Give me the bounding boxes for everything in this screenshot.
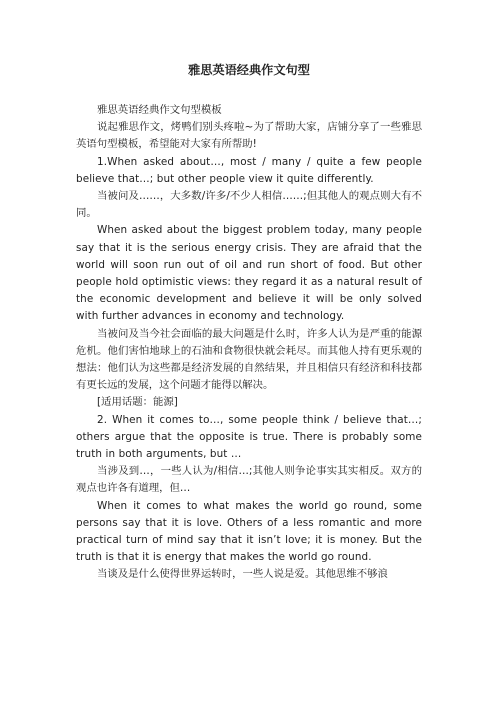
paragraph: 说起雅思作文，烤鸭们别头疼啦~为了帮助大家，店铺分享了一些雅思英语句型模板，希望能对大家有所帮助!: [76, 121, 422, 151]
paragraph: 1.When asked about…, most / many / quite a few people believe that…; but other people view it quite differently.: [76, 155, 422, 185]
paragraph: [适用话题：能源]: [97, 396, 178, 409]
paragraph: 当谈及是什么使得世界运转时，一些人说是爱。其他思维不够浪: [97, 568, 388, 581]
paragraph: 当被问及……，大多数/许多/不少人相信……;但其他人的观点则大有不同。: [76, 190, 422, 220]
paragraph: 当涉及到…，一些人认为/相信…;其他人则争论事实其实相反。双方的观点也许各有道理，但…: [76, 465, 422, 495]
paragraph: 当被问及当今社会面临的最大问题是什么时，许多人认为是严重的能源危机。他们害怕地球上的石油和食物很快就会耗尽。而其他人持有更乐观的想法：他们认为这些都是经济发展的自然结果，并且相信只有经济和科技都有更长远的发展，这个问题才能得以解决。: [76, 327, 422, 392]
paragraph: When it comes to what makes the world go round, some persons say that it is love. Others of a less romantic and more practical turn of mind say that it isn’t love; it is money. But the truth is that it is energy that makes the world go round.: [76, 499, 422, 564]
document-title: 雅思英语经典作文句型: [188, 63, 310, 77]
paragraph: When asked about the biggest problem today, many people say that it is the serious energy crisis. They are afraid that the world will soon run out of oil and run short of food. But other people hold optimistic views: they regard it as a natural result of the economic development and believe it will be only solved with further advances in economy and technology.: [76, 224, 422, 323]
paragraph: 雅思英语经典作文句型模板: [97, 104, 222, 116]
paragraph: 2. When it comes to…, some people think / believe that…; others argue that the opposite is true. There is probably some truth in both arguments, but …: [76, 413, 422, 461]
